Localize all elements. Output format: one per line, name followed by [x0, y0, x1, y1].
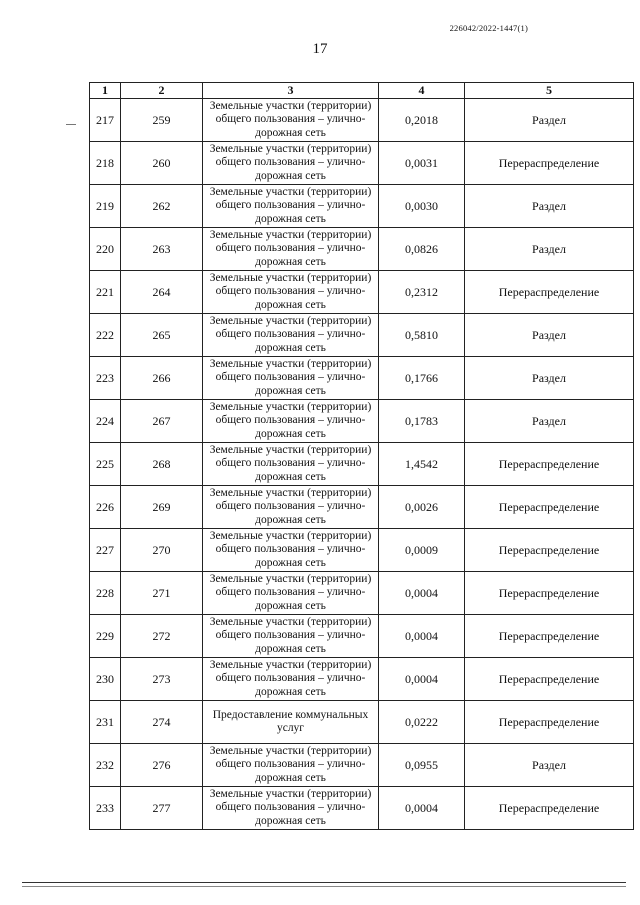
land-use-cell: Земельные участки (территории) общего пользования – улично-дорожная сеть — [203, 314, 379, 357]
plot-id-cell: 265 — [121, 314, 203, 357]
table-row — [90, 572, 634, 615]
bottom-rule — [22, 882, 626, 883]
plot-id-cell: 269 — [121, 486, 203, 529]
area-cell: 1,4542 — [379, 443, 465, 486]
row-number-cell: 229 — [90, 615, 121, 658]
land-use-cell: Земельные участки (территории) общего пользования – улично-дорожная сеть — [203, 99, 379, 142]
table-row — [90, 271, 634, 314]
area-cell: 0,0826 — [379, 228, 465, 271]
table-row — [90, 787, 634, 830]
land-use-cell: Земельные участки (территории) общего пользования – улично-дорожная сеть — [203, 787, 379, 830]
area-cell: 0,0031 — [379, 142, 465, 185]
area-cell: 0,0004 — [379, 615, 465, 658]
table-row — [90, 99, 634, 142]
plot-id-cell: 259 — [121, 99, 203, 142]
method-cell: Раздел — [465, 314, 634, 357]
table-row — [90, 185, 634, 228]
method-cell: Перераспределение — [465, 142, 634, 185]
row-number-cell: 219 — [90, 185, 121, 228]
plot-id-cell: 263 — [121, 228, 203, 271]
method-cell: Перераспределение — [465, 486, 634, 529]
table-row — [90, 615, 634, 658]
row-number-cell: 226 — [90, 486, 121, 529]
row-number-cell: 230 — [90, 658, 121, 701]
method-cell: Перераспределение — [465, 271, 634, 314]
row-number-cell: 224 — [90, 400, 121, 443]
plot-id-cell: 271 — [121, 572, 203, 615]
plot-id-cell: 277 — [121, 787, 203, 830]
column-header-5: 5 — [465, 83, 634, 99]
row-number-cell: 221 — [90, 271, 121, 314]
row-number-cell: 231 — [90, 701, 121, 744]
table-row — [90, 443, 634, 486]
row-number-cell: 223 — [90, 357, 121, 400]
area-cell: 0,0004 — [379, 572, 465, 615]
row-number-cell: 217 — [90, 99, 121, 142]
land-use-cell: Земельные участки (территории) общего пользования – улично-дорожная сеть — [203, 615, 379, 658]
plot-id-cell: 266 — [121, 357, 203, 400]
column-header-2: 2 — [121, 83, 203, 99]
plot-id-cell: 264 — [121, 271, 203, 314]
method-cell: Раздел — [465, 357, 634, 400]
method-cell: Раздел — [465, 228, 634, 271]
table-row — [90, 228, 634, 271]
method-cell: Раздел — [465, 185, 634, 228]
area-cell: 0,0030 — [379, 185, 465, 228]
table-row — [90, 701, 634, 744]
area-cell: 0,1766 — [379, 357, 465, 400]
land-use-cell: Земельные участки (территории) общего пользования – улично-дорожная сеть — [203, 271, 379, 314]
column-header-1: 1 — [90, 83, 121, 99]
land-use-cell: Земельные участки (территории) общего пользования – улично-дорожная сеть — [203, 185, 379, 228]
margin-mark — [66, 124, 76, 125]
table-row — [90, 529, 634, 572]
area-cell: 0,0955 — [379, 744, 465, 787]
row-number-cell: 233 — [90, 787, 121, 830]
method-cell: Раздел — [465, 400, 634, 443]
method-cell: Перераспределение — [465, 701, 634, 744]
row-number-cell: 227 — [90, 529, 121, 572]
plot-id-cell: 267 — [121, 400, 203, 443]
area-cell: 0,0009 — [379, 529, 465, 572]
method-cell: Перераспределение — [465, 529, 634, 572]
plot-id-cell: 260 — [121, 142, 203, 185]
row-number-cell: 220 — [90, 228, 121, 271]
method-cell: Раздел — [465, 99, 634, 142]
column-header-4: 4 — [379, 83, 465, 99]
table-row — [90, 486, 634, 529]
plot-id-cell: 274 — [121, 701, 203, 744]
document-id: 226042/2022-1447(1) — [449, 23, 528, 33]
plot-id-cell: 268 — [121, 443, 203, 486]
table-row — [90, 400, 634, 443]
plot-id-cell: 276 — [121, 744, 203, 787]
land-use-cell: Земельные участки (территории) общего пользования – улично-дорожная сеть — [203, 658, 379, 701]
method-cell: Перераспределение — [465, 658, 634, 701]
land-use-cell: Земельные участки (территории) общего пользования – улично-дорожная сеть — [203, 572, 379, 615]
plot-id-cell: 273 — [121, 658, 203, 701]
plot-id-cell: 262 — [121, 185, 203, 228]
method-cell: Раздел — [465, 744, 634, 787]
land-use-cell: Земельные участки (территории) общего пользования – улично-дорожная сеть — [203, 744, 379, 787]
land-use-cell: Земельные участки (территории) общего пользования – улично-дорожная сеть — [203, 400, 379, 443]
bottom-rule-secondary — [22, 886, 626, 887]
land-use-cell: Земельные участки (территории) общего пользования – улично-дорожная сеть — [203, 142, 379, 185]
land-use-cell: Земельные участки (территории) общего пользования – улично-дорожная сеть — [203, 486, 379, 529]
area-cell: 0,1783 — [379, 400, 465, 443]
page-number: 17 — [312, 41, 328, 57]
land-use-cell: Земельные участки (территории) общего пользования – улично-дорожная сеть — [203, 529, 379, 572]
method-cell: Перераспределение — [465, 572, 634, 615]
land-plots-table — [89, 82, 634, 830]
area-cell: 0,0004 — [379, 658, 465, 701]
area-cell: 0,2018 — [379, 99, 465, 142]
plot-id-cell: 272 — [121, 615, 203, 658]
row-number-cell: 232 — [90, 744, 121, 787]
land-use-cell: Предоставление коммунальных услуг — [203, 701, 379, 744]
method-cell: Перераспределение — [465, 787, 634, 830]
area-cell: 0,0222 — [379, 701, 465, 744]
table-row — [90, 658, 634, 701]
land-use-cell: Земельные участки (территории) общего пользования – улично-дорожная сеть — [203, 357, 379, 400]
column-header-3: 3 — [203, 83, 379, 99]
table-row — [90, 142, 634, 185]
land-use-cell: Земельные участки (территории) общего пользования – улично-дорожная сеть — [203, 443, 379, 486]
table-row — [90, 357, 634, 400]
table-row — [90, 744, 634, 787]
area-cell: 0,5810 — [379, 314, 465, 357]
row-number-cell: 228 — [90, 572, 121, 615]
table-row — [90, 314, 634, 357]
land-use-cell: Земельные участки (территории) общего пользования – улично-дорожная сеть — [203, 228, 379, 271]
area-cell: 0,0004 — [379, 787, 465, 830]
row-number-cell: 218 — [90, 142, 121, 185]
area-cell: 0,2312 — [379, 271, 465, 314]
plot-id-cell: 270 — [121, 529, 203, 572]
method-cell: Перераспределение — [465, 443, 634, 486]
row-number-cell: 225 — [90, 443, 121, 486]
method-cell: Перераспределение — [465, 615, 634, 658]
table-header-row — [90, 83, 634, 99]
row-number-cell: 222 — [90, 314, 121, 357]
area-cell: 0,0026 — [379, 486, 465, 529]
